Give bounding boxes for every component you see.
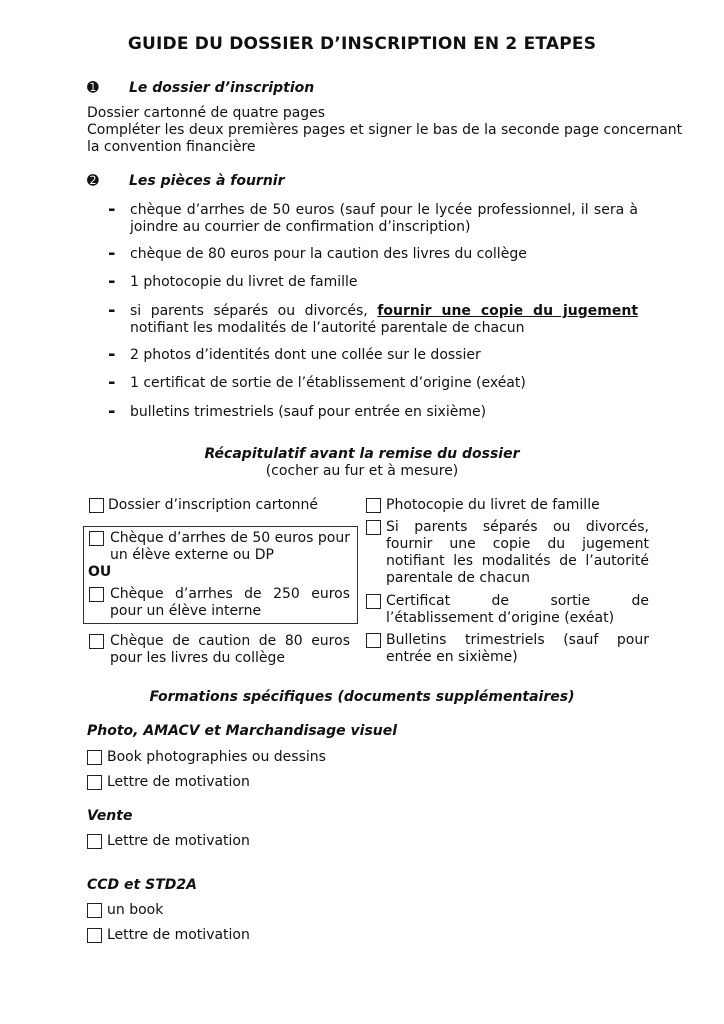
jugement-intro: si parents séparés ou divorcés, — [130, 303, 368, 319]
section-1-number: ➊ — [87, 80, 99, 96]
bullet-dash: - — [108, 372, 116, 393]
recap-heading: Récapitulatif avant la remise du dossier — [204, 446, 520, 462]
section-1-heading: Le dossier d’inscription — [129, 80, 315, 96]
bullet-dash: - — [108, 344, 116, 365]
group-photo-item-lettre: Lettre de motivation — [107, 774, 250, 790]
recap-jugement-label: Si parents séparés ou divorcés, fournir une copie du jugement notifiant les modalités de l’autorité parentale de chacun — [386, 519, 649, 586]
checkbox-book-photo[interactable] — [87, 750, 102, 765]
list-item-caution: chèque de 80 euros pour la caution des livres du collège — [130, 246, 527, 262]
bullet-dash: - — [108, 199, 116, 220]
list-item-livret: 1 photocopie du livret de famille — [130, 274, 358, 290]
jugement-underlined: fournir une copie du jugement — [377, 303, 639, 319]
group-vente-title: Vente — [87, 808, 133, 824]
bullet-dash: - — [108, 300, 116, 321]
checkbox-dossier[interactable] — [89, 498, 104, 513]
bullet-dash: - — [108, 243, 116, 264]
group-photo-item-book: Book photographies ou dessins — [107, 749, 326, 765]
recap-cheque-50-label: Chèque d’arrhes de 50 euros pour un élève externe ou DP — [110, 530, 350, 563]
group-ccd-title: CCD et STD2A — [87, 877, 197, 893]
recap-dossier-label: Dossier d’inscription cartonné — [108, 497, 318, 513]
list-item-certificat: 1 certificat de sortie de l’établissement d’origine (exéat) — [130, 375, 526, 391]
recap-bulletins-label: Bulletins trimestriels (sauf pour entrée en sixième) — [386, 632, 649, 665]
page-title: GUIDE DU DOSSIER D’INSCRIPTION EN 2 ETAPES — [127, 34, 597, 54]
checkbox-bulletins[interactable] — [366, 633, 381, 648]
formations-heading: Formations spécifiques (documents supplémentaires) — [149, 689, 575, 705]
section-1-line-3: la convention financière — [87, 139, 256, 155]
recap-caution-label: Chèque de caution de 80 euros pour les livres du collège — [110, 633, 350, 666]
section-1-line-2: Compléter les deux premières pages et signer le bas de la seconde page concernant — [87, 122, 683, 138]
section-1-line-1: Dossier cartonné de quatre pages — [87, 105, 326, 121]
section-2-heading: Les pièces à fournir — [129, 173, 285, 189]
checkbox-cheque-250[interactable] — [89, 587, 104, 602]
recap-subheading: (cocher au fur et à mesure) — [265, 463, 459, 479]
bullet-dash: - — [108, 271, 116, 292]
checkbox-lettre-ccd[interactable] — [87, 928, 102, 943]
checkbox-caution[interactable] — [89, 634, 104, 649]
recap-ou: OU — [88, 564, 112, 580]
list-item-photos: 2 photos d’identités dont une collée sur le dossier — [130, 347, 481, 363]
group-ccd-item-book: un book — [107, 902, 164, 918]
group-vente-item-lettre: Lettre de motivation — [107, 833, 250, 849]
group-ccd-item-lettre: Lettre de motivation — [107, 927, 250, 943]
recap-livret-label: Photocopie du livret de famille — [386, 497, 600, 513]
recap-certificat-label: Certificat de sortie de l’établissement d’origine (exéat) — [386, 593, 649, 626]
checkbox-certificat[interactable] — [366, 594, 381, 609]
list-item-arrhes: chèque d’arrhes de 50 euros (sauf pour le lycée professionnel, il sera à joindre au courrier de confirmation d’inscription) — [130, 202, 638, 235]
checkbox-book-ccd[interactable] — [87, 903, 102, 918]
checkbox-lettre-photo[interactable] — [87, 775, 102, 790]
list-item-jugement — [130, 303, 638, 337]
checkbox-livret[interactable] — [366, 498, 381, 513]
recap-cheque-250-label: Chèque d’arrhes de 250 euros pour un élève interne — [110, 586, 350, 619]
group-photo-title: Photo, AMACV et Marchandisage visuel — [87, 723, 398, 739]
jugement-rest: notifiant les modalités de l’autorité parentale de chacun — [130, 320, 525, 336]
bullet-dash: - — [108, 401, 116, 422]
checkbox-lettre-vente[interactable] — [87, 834, 102, 849]
checkbox-jugement[interactable] — [366, 520, 381, 535]
list-item-bulletins: bulletins trimestriels (sauf pour entrée en sixième) — [130, 404, 487, 420]
checkbox-cheque-50[interactable] — [89, 531, 104, 546]
section-2-number: ➋ — [87, 173, 99, 189]
